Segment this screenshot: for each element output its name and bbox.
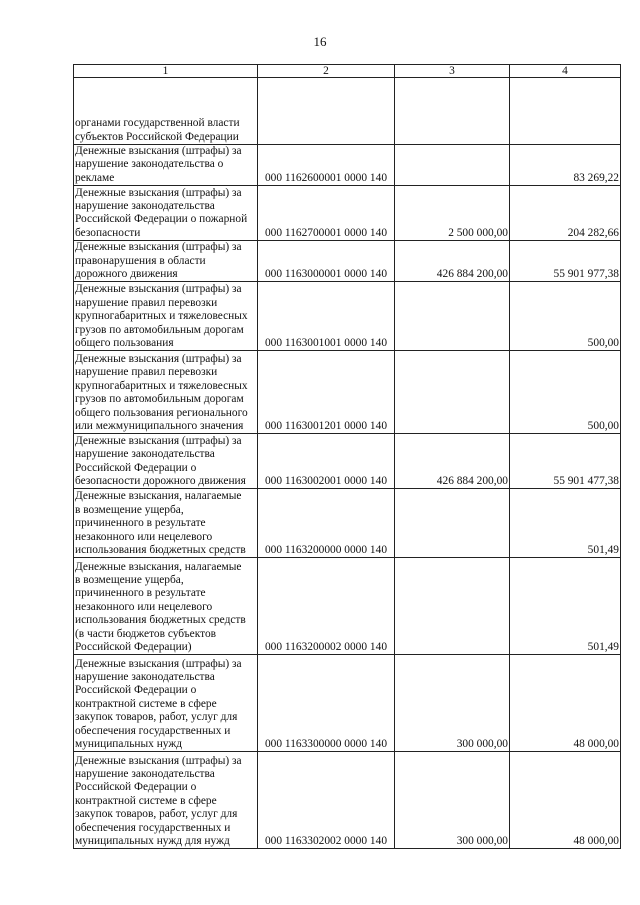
- table-row: [74, 145, 621, 186]
- row-budget-code: 000 1163002001 0000 140: [258, 434, 395, 489]
- row-plan-amount: 426 884 200,00: [395, 241, 510, 282]
- row-plan-amount: [395, 489, 510, 558]
- row-budget-code: 000 1163302002 0000 140: [258, 752, 395, 849]
- row-plan-amount: [395, 145, 510, 186]
- row-actual-amount: 48 000,00: [510, 655, 621, 752]
- table-row: [74, 78, 621, 145]
- row-actual-amount: 501,49: [510, 558, 621, 655]
- row-actual-amount: 83 269,22: [510, 145, 621, 186]
- row-plan-amount: 426 884 200,00: [395, 434, 510, 489]
- row-description: Денежные взыскания (штрафы) за нарушение правил перевозки крупногабаритных и тяжеловесных грузов по автомобильным дорогам общего пользования: [74, 282, 258, 351]
- row-description: Денежные взыскания (штрафы) за нарушение законодательства Российской Федерации о пожарной безопасности: [74, 186, 258, 241]
- row-budget-code: 000 1163001201 0000 140: [258, 351, 395, 434]
- row-budget-code: 000 1162700001 0000 140: [258, 186, 395, 241]
- row-actual-amount: 48 000,00: [510, 752, 621, 849]
- row-description: Денежные взыскания, налагаемые в возмещение ущерба, причиненного в результате незаконного или нецелевого использования бюджетных средств: [74, 489, 258, 558]
- table-row: [74, 558, 621, 655]
- row-actual-amount: 500,00: [510, 282, 621, 351]
- row-budget-code: 000 1163200000 0000 140: [258, 489, 395, 558]
- row-description: Денежные взыскания (штрафы) за нарушение законодательства о рекламе: [74, 145, 258, 186]
- table-header-row: [74, 65, 621, 78]
- row-budget-code: 000 1163000001 0000 140: [258, 241, 395, 282]
- column-header-3: 3: [395, 65, 510, 78]
- row-plan-amount: [395, 282, 510, 351]
- table-row: [74, 655, 621, 752]
- row-description: Денежные взыскания (штрафы) за правонарушения в области дорожного движения: [74, 241, 258, 282]
- row-plan-amount: 300 000,00: [395, 655, 510, 752]
- table-row: [74, 241, 621, 282]
- row-description: Денежные взыскания (штрафы) за нарушение законодательства Российской Федерации о контрактной системе в сфере закупок товаров, работ, услуг для обеспечения государственных и муниципальных нужд для нужд: [74, 752, 258, 849]
- row-plan-amount: 300 000,00: [395, 752, 510, 849]
- row-budget-code: 000 1163200002 0000 140: [258, 558, 395, 655]
- row-actual-amount: 204 282,66: [510, 186, 621, 241]
- row-budget-code: [258, 78, 395, 145]
- row-actual-amount: 501,49: [510, 489, 621, 558]
- column-header-1: 1: [74, 65, 258, 78]
- row-plan-amount: [395, 558, 510, 655]
- table-row: [74, 282, 621, 351]
- row-description: Денежные взыскания (штрафы) за нарушение правил перевозки крупногабаритных и тяжеловесных грузов по автомобильным дорогам общего пользования регионального или межмуниципального значения: [74, 351, 258, 434]
- row-plan-amount: [395, 351, 510, 434]
- row-actual-amount: 500,00: [510, 351, 621, 434]
- row-actual-amount: 55 901 477,38: [510, 434, 621, 489]
- row-description: Денежные взыскания (штрафы) за нарушение законодательства Российской Федерации о безопасности дорожного движения: [74, 434, 258, 489]
- table-row: [74, 186, 621, 241]
- column-header-4: 4: [510, 65, 621, 78]
- row-budget-code: 000 1163300000 0000 140: [258, 655, 395, 752]
- table-row: [74, 752, 621, 849]
- row-description: Денежные взыскания (штрафы) за нарушение законодательства Российской Федерации о контрактной системе в сфере закупок товаров, работ, услуг для обеспечения государственных и муниципальных нужд: [74, 655, 258, 752]
- budget-revenue-table: [73, 64, 621, 849]
- table-row: [74, 351, 621, 434]
- page-number: 16: [313, 34, 327, 49]
- row-description: Денежные взыскания, налагаемые в возмещение ущерба, причиненного в результате незаконного или нецелевого использования бюджетных средств (в части бюджетов субъектов Российской Федерации): [74, 558, 258, 655]
- row-budget-code: 000 1163001001 0000 140: [258, 282, 395, 351]
- row-actual-amount: 55 901 977,38: [510, 241, 621, 282]
- table-row: [74, 489, 621, 558]
- row-actual-amount: [510, 78, 621, 145]
- table-row: [74, 434, 621, 489]
- column-header-2: 2: [258, 65, 395, 78]
- row-budget-code: 000 1162600001 0000 140: [258, 145, 395, 186]
- row-description: органами государственной власти субъектов Российской Федерации: [74, 78, 258, 145]
- row-plan-amount: [395, 78, 510, 145]
- row-plan-amount: 2 500 000,00: [395, 186, 510, 241]
